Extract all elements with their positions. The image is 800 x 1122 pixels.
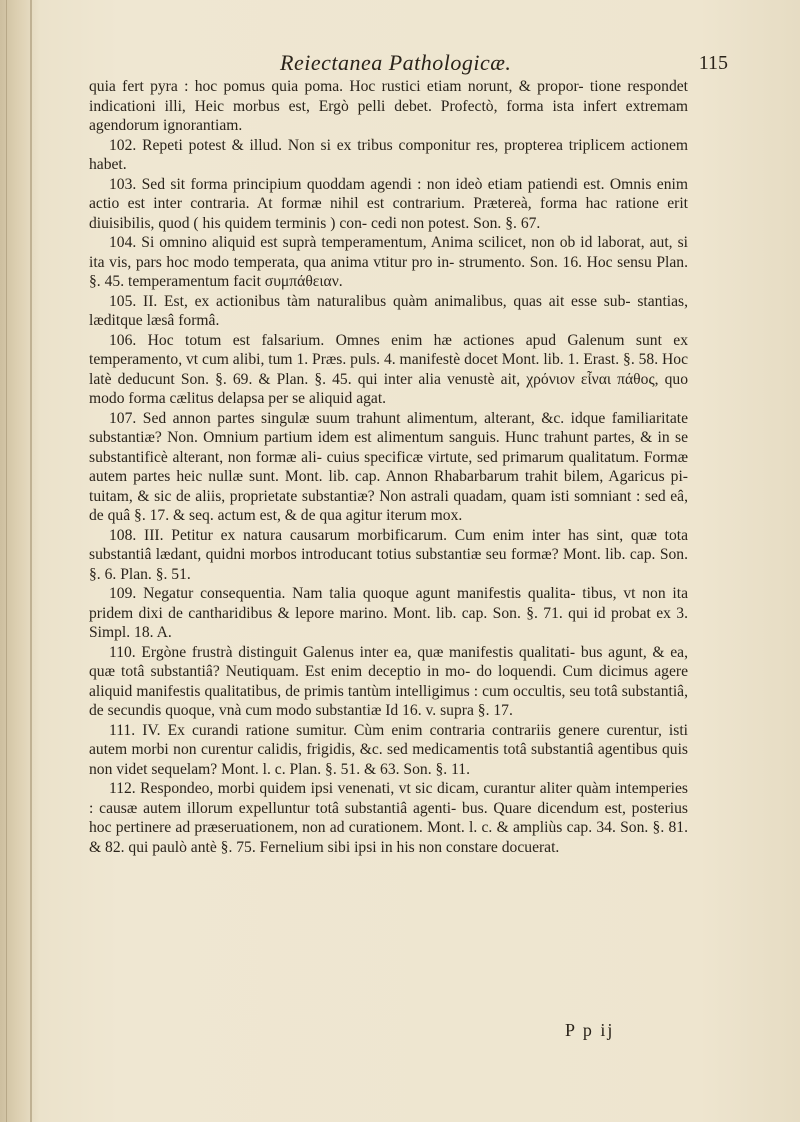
paragraph: 108. III. Petitur ex natura causarum morbificarum. Cum enim inter has sint, quæ tota substantiâ lædant, quidni morbos introducant totius substantiæ seu formæ? Mont. lib. cap. Son. §. 6. Plan. §. 51. [89,526,688,583]
page-edge-line [6,0,7,1122]
paragraph: 110. Ergòne frustrà distinguit Galenus inter ea, quæ manifestis qualitati- bus agunt, & ea, quæ totâ substantiâ? Neutiquam. Est enim deceptio in mo- do loquendi. Cum dicimus agere aliquid manifestis qualitatibus, de primis tantùm intelligimus : cum occultis, seu totâ substantiâ, de secundis quoque, vnà cum modo substantiæ Id 16. v. supra §. 17. [89,643,688,719]
page-header [90,50,728,80]
paragraph: 103. Sed sit forma principium quoddam agendi : non ideò etiam patiendi est. Omnis enim actio est inter contraria. At formæ nihil est contrarium. Prætereà, forma hac ratione erit diuisibilis, quod ( his quidem terminis ) con- cedi non potest. Son. §. 67. [89,175,688,232]
gutter-line [30,0,32,1122]
paragraph: 102. Repeti potest & illud. Non si ex tribus componitur res, propterea triplicem actionem habet. [89,136,688,173]
paragraph: 111. IV. Ex curandi ratione sumitur. Cùm enim contraria contrariis genere curentur, isti autem morbi non curentur calidis, frigidis, &c. sed medicamentis totâ substantiâ agentibus quis non videt sequelam? Mont. l. c. Plan. §. 51. & 63. Son. §. 11. [89,721,688,778]
body-text [89,77,688,857]
signature-mark: P p ij [565,1020,615,1040]
paragraph: 105. II. Est, ex actionibus tàm naturalibus quàm animalibus, quas ait esse sub- stantias, læditque læsâ formâ. [89,292,688,329]
paragraph: quia fert pyra : hoc pomus quia poma. Hoc rustici etiam norunt, & propor- tione respondet indicationi illi, Heic morbus est, Ergò pelli debet. Profectò, forma ista infert extremam agendorum ignorantiam. [89,78,688,134]
running-title: Reiectanea Pathologicæ. [280,50,512,75]
paragraph: 107. Sed annon partes singulæ suum trahunt alimentum, alterant, &c. idque familiaritate substantiæ? Non. Omnium partium idem est alimentum sanguis. Hunc trahunt partes, & in se substantificè alterant, non formæ ali- cuius specificæ virtute, sed primarum qualitatum. Formæ autem partes heic nullæ sunt. Mont. lib. cap. Annon Rhabarbarum trahit bilem, Agaricus pi- tuitam, & sic de aliis, proprietate substantiæ? Non astrali quadam, quam isti somniant : sed eâ, de quâ §. 17. & seq. actum est, & de qua agitur iterum mox. [89,409,688,524]
paragraph: 112. Respondeo, morbi quidem ipsi venenati, vt sic dicam, curantur aliter quàm intemperies : causæ autem illorum expelluntur totâ substantiâ agenti- bus. Quare dicendum est, posterius hoc pertinere ad præseruationem, non ad curationem. Mont. l. c. & ampliùs cap. 34. Son. §. 81. & 82. qui paulò antè §. 75. Fernelium sibi ipsi in his non constare docuerat. [89,780,688,856]
page-number: 115 [698,52,728,74]
paragraph: 104. Si omnino aliquid est suprà temperamentum, Anima scilicet, non ob id laborat, aut, si ita vis, pars hoc modo temperata, qua anima vtitur pro in- strumento. Son. 16. Hoc sensu Plan. §. 45. temperamentum facit συμπάθειαν. [89,234,688,290]
paragraph: 109. Negatur consequentia. Nam talia quoque agunt manifestis qualita- tibus, vt non ita pridem dixi de cantharidibus & lepore marino. Mont. lib. cap. Son. §. 71. qui id probat ex 3. Simpl. 18. A. [89,585,688,641]
paragraph: 106. Hoc totum est falsarium. Omnes enim hæ actiones apud Galenum sunt ex temperamento, vt cum alibi, tum 1. Præs. puls. 4. manifestè docet Mont. lib. 1. Erast. §. 58. Hoc latè deducunt Son. §. 69. & Plan. §. 45. qui inter alia venustè ait, χρόνιον εἶναι πάθος, quo modo forma cælitus delapsa per se aliquid agat. [89,331,688,407]
